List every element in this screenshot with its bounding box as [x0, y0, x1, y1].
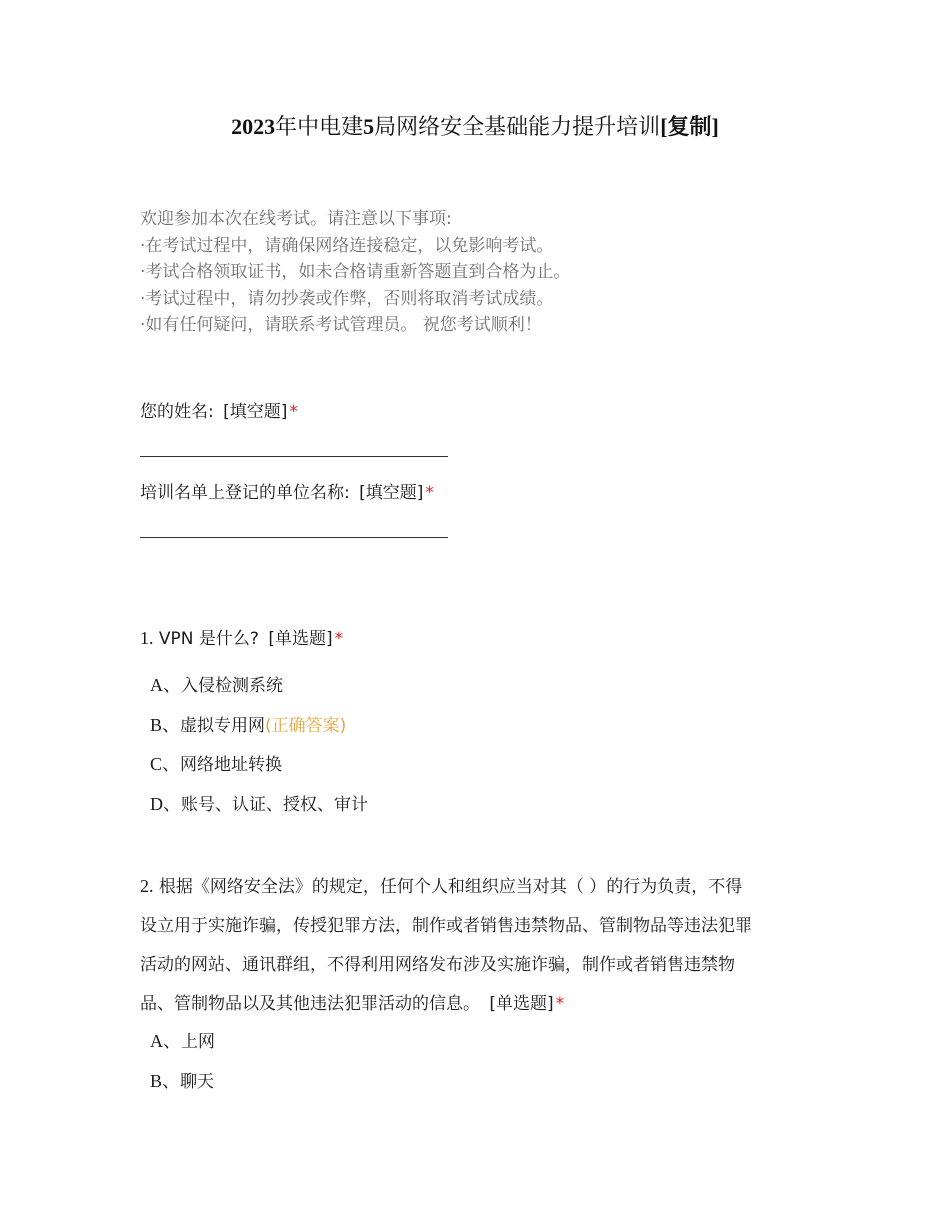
question-line: 设立用于实施诈骗，传授犯罪方法，制作或者销售违禁物品、管制物品等违法犯罪	[140, 916, 752, 936]
page-title	[0, 112, 950, 143]
question-number: 2.	[140, 876, 154, 896]
question-text: 根据《网络安全法》的规定，任何个人和组织应当对其（ ）的行为负责，不得	[158, 877, 743, 897]
q1-option-c[interactable]	[150, 751, 282, 778]
unit-field-label	[140, 480, 434, 506]
question-1-title	[140, 625, 343, 652]
title-year: 2023	[231, 114, 276, 139]
required-mark: *	[425, 483, 434, 503]
correct-answer-label: (正确答案)	[265, 716, 347, 736]
option-letter: D、	[150, 794, 181, 814]
instruction-line: ·在考试过程中，请确保网络连接稳定，以免影响考试。	[140, 235, 554, 256]
exam-instructions	[140, 206, 820, 339]
instruction-line: 欢迎参加本次在线考试。请注意以下事项:	[140, 209, 452, 229]
question-type: [单选题]	[268, 629, 333, 649]
option-letter: A、	[150, 1031, 181, 1051]
option-letter: B、	[150, 715, 181, 735]
option-text: 上网	[181, 1032, 215, 1052]
unit-name-input[interactable]	[140, 537, 448, 538]
instruction-line: ·如有任何疑问，请联系考试管理员。 祝您考试顺利！	[140, 315, 542, 335]
title-copy-tag: [复制]	[660, 114, 719, 139]
option-text: 网络地址转换	[180, 755, 283, 775]
question-line: 活动的网站、通讯群组，不得利用网络发布涉及实施诈骗，制作或者销售违禁物	[140, 955, 735, 975]
question-number: 1.	[140, 628, 154, 648]
question-text: VPN 是什么?	[158, 629, 259, 649]
option-text: 入侵检测系统	[181, 676, 283, 696]
option-text: 虚拟专用网	[180, 716, 266, 736]
q1-option-d[interactable]	[150, 791, 368, 818]
question-2-title	[140, 867, 820, 1024]
question-type: [填空题]	[223, 402, 288, 422]
field-label-text: 培训名单上登记的单位名称:	[140, 483, 350, 503]
required-mark: *	[289, 402, 298, 422]
option-text: 账号、认证、授权、审计	[181, 795, 368, 815]
option-text: 聊天	[180, 1072, 215, 1092]
name-field-label	[140, 399, 298, 425]
instruction-line: ·考试过程中，请勿抄袭或作弊，否则将取消考试成绩。	[140, 288, 554, 309]
q2-option-b[interactable]	[150, 1068, 214, 1095]
option-letter: B、	[150, 1071, 181, 1091]
title-number: 5	[363, 114, 375, 139]
q1-option-a[interactable]	[150, 672, 283, 699]
question-text: 品、管制物品以及其他违法犯罪活动的信息。	[140, 994, 480, 1014]
instruction-line: ·考试合格领取证书，如未合格请重新答题直到合格为止。	[140, 262, 571, 282]
question-line	[140, 985, 820, 1024]
option-letter: C、	[150, 754, 181, 774]
question-type: [填空题]	[359, 483, 424, 503]
required-mark: *	[334, 629, 344, 649]
q2-option-a[interactable]	[150, 1028, 215, 1055]
question-line	[140, 867, 820, 907]
title-text-1: 年中电建	[275, 115, 364, 140]
question-type: [单选题]	[489, 994, 554, 1014]
field-label-text: 您的姓名:	[140, 402, 214, 422]
q1-option-b[interactable]	[150, 712, 346, 739]
title-text-2: 局网络安全基础能力提升培训	[374, 115, 661, 140]
name-input[interactable]	[140, 456, 448, 457]
required-mark: *	[555, 994, 565, 1014]
option-letter: A、	[150, 675, 181, 695]
